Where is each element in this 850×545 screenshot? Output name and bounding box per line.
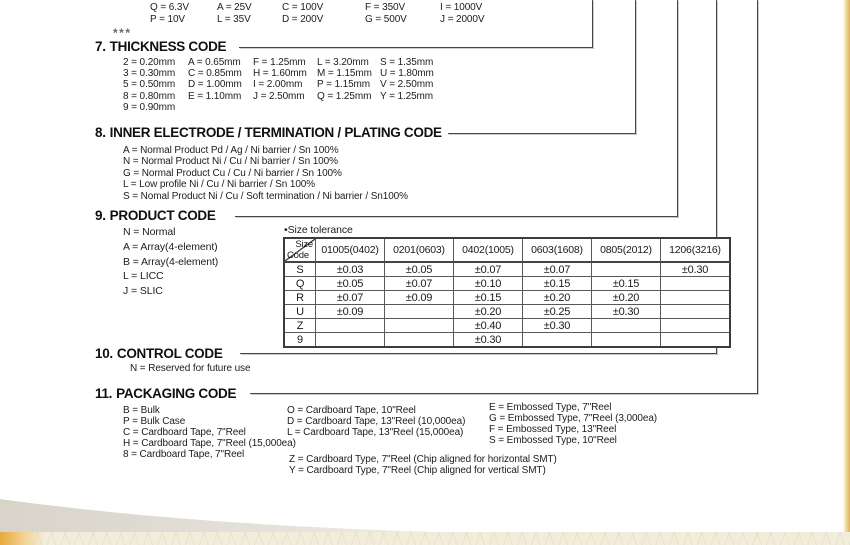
section9-number: 9.	[95, 208, 106, 223]
tolerance-value-cell: ±0.20	[454, 305, 523, 319]
section8-title: INNER ELECTRODE / TERMINATION / PLATING CODE	[109, 125, 442, 140]
section9-leader-line	[677, 0, 678, 217]
product-code-item: N = Normal	[123, 226, 176, 238]
product-code-item: B = Array(4-element)	[123, 255, 219, 268]
footer-swoosh-graphic	[0, 486, 440, 532]
grid-cell: J = 2000V	[440, 13, 485, 25]
grid-cell: F = 1.25mm	[253, 57, 306, 68]
voltage-code-grid	[150, 2, 484, 25]
grid-cell: P = 1.15mm	[317, 79, 371, 91]
grid-cell: 9 = 0.90mm	[123, 101, 176, 113]
footer-pattern-band	[0, 532, 850, 545]
section11-title: PACKAGING CODE	[116, 386, 237, 401]
tolerance-value-cell: ±0.15	[592, 277, 661, 291]
section9-heading	[95, 208, 216, 223]
grid-cell: H = 1.60mm	[253, 68, 307, 80]
grid-cell: A = 25V	[217, 2, 252, 13]
plating-code-item: G = Normal Product Cu / Cu / Ni barrier / Sn 100%	[123, 167, 342, 179]
section7-leader-line	[592, 0, 593, 48]
grid-cell: U = 1.80mm	[380, 68, 434, 80]
grid-row	[150, 2, 484, 14]
tolerance-value-cell	[385, 319, 454, 333]
tolerance-row	[284, 262, 730, 277]
tolerance-value-cell: ±0.09	[385, 291, 454, 305]
grid-cell: V = 2.50mm	[380, 79, 434, 91]
packaging-code-item: Z = Cardboard Type, 7"Reel (Chip aligned for horizontal SMT)	[289, 454, 557, 465]
tolerance-value-cell: ±0.20	[523, 291, 592, 305]
grid-row	[123, 91, 434, 102]
tolerance-value-cell: ±0.10	[454, 277, 523, 291]
tolerance-value-cell: ±0.05	[385, 262, 454, 277]
section8-number: 8.	[95, 125, 106, 140]
tolerance-value-cell: ±0.15	[454, 291, 523, 305]
packaging-code-item: B = Bulk	[123, 405, 160, 416]
grid-cell: G = 500V	[365, 13, 407, 25]
tolerance-value-cell	[592, 262, 661, 277]
packaging-col2-extra	[289, 454, 557, 476]
tolerance-value-cell: ±0.25	[523, 305, 592, 319]
tolerance-value-cell	[592, 319, 661, 333]
tolerance-value-cell	[592, 333, 661, 348]
packaging-code-item: O = Cardboard Tape, 10"Reel	[287, 405, 416, 416]
tolerance-value-cell: ±0.15	[523, 277, 592, 291]
tolerance-value-cell	[661, 333, 731, 348]
section7-number: 7.	[95, 39, 106, 54]
thickness-code-grid	[123, 57, 434, 113]
product-code-item: A = Array(4-element)	[123, 240, 218, 253]
tolerance-value-cell	[661, 291, 731, 305]
grid-cell: J = 2.50mm	[253, 90, 305, 102]
tolerance-value-cell: ±0.30	[592, 305, 661, 319]
section10-number: 10.	[95, 346, 113, 361]
grid-cell: A = 0.65mm	[188, 57, 241, 68]
size-tolerance-caption: •Size tolerance	[284, 224, 353, 236]
tolerance-value-cell	[661, 277, 731, 291]
control-code-list	[130, 363, 250, 374]
tolerance-value-cell: ±0.09	[316, 305, 385, 319]
grid-cell: E = 1.10mm	[188, 90, 242, 102]
size-column-header: 0603(1608)	[523, 238, 592, 262]
section8-heading	[95, 125, 442, 140]
section9-title: PRODUCT CODE	[109, 208, 216, 223]
section10-heading	[95, 346, 223, 361]
grid-cell: C = 0.85mm	[188, 68, 242, 80]
tolerance-value-cell: ±0.30	[454, 333, 523, 348]
tolerance-value-cell: ±0.07	[523, 262, 592, 277]
packaging-col2	[287, 405, 465, 438]
tolerance-value-cell: ±0.05	[316, 277, 385, 291]
grid-row	[123, 57, 434, 68]
page-edge-gold-strip	[843, 0, 850, 532]
grid-cell: C = 100V	[282, 2, 324, 13]
grid-cell: I = 2.00mm	[253, 79, 303, 91]
product-code-item: L = LICC	[123, 270, 164, 283]
packaging-code-item: E = Embossed Type, 7"Reel	[489, 402, 612, 413]
tolerance-value-cell: ±0.03	[316, 262, 385, 277]
grid-cell: L = 35V	[217, 13, 251, 25]
tolerance-code-cell: U	[284, 305, 316, 319]
packaging-code-item: L = Cardboard Tape, 13"Reel (15,000ea)	[287, 427, 464, 438]
tolerance-value-cell	[385, 333, 454, 348]
packaging-code-item: G = Embossed Type, 7"Reel (3,000ea)	[489, 413, 658, 424]
tolerance-value-cell	[523, 333, 592, 348]
grid-cell: M = 1.15mm	[317, 68, 372, 80]
grid-cell: Y = 1.25mm	[380, 90, 434, 102]
grid-row	[123, 79, 434, 90]
packaging-code-item: C = Cardboard Tape, 7"Reel	[123, 427, 246, 438]
grid-cell: D = 1.00mm	[188, 79, 242, 91]
tolerance-row	[284, 333, 730, 348]
tolerance-value-cell: ±0.20	[592, 291, 661, 305]
corner-size-label: Size	[295, 239, 313, 250]
footnote-stars: ***	[113, 26, 132, 40]
tolerance-value-cell: ±0.07	[316, 291, 385, 305]
control-code-item: N = Reserved for future use	[130, 363, 251, 374]
size-column-header: 0201(0603)	[385, 238, 454, 262]
tolerance-value-cell	[661, 319, 731, 333]
grid-cell: 3 = 0.30mm	[123, 68, 176, 80]
tolerance-value-cell: ±0.40	[454, 319, 523, 333]
grid-cell	[317, 102, 380, 113]
product-code-list	[123, 225, 218, 299]
grid-cell	[253, 102, 317, 113]
size-column-header: 1206(3216)	[661, 238, 731, 262]
grid-cell: L = 3.20mm	[317, 57, 369, 68]
grid-cell	[188, 102, 253, 113]
tolerance-value-cell: ±0.07	[385, 277, 454, 291]
size-column-header: 0805(2012)	[592, 238, 661, 262]
grid-cell: 2 = 0.20mm	[123, 57, 176, 68]
tolerance-value-cell	[316, 319, 385, 333]
section11-heading	[95, 386, 236, 401]
tolerance-code-cell: S	[284, 262, 316, 277]
section8-leader-line	[635, 0, 636, 134]
grid-cell: Q = 1.25mm	[317, 90, 372, 102]
grid-row	[123, 102, 434, 113]
tolerance-value-cell: ±0.07	[454, 262, 523, 277]
packaging-code-item: F = Embossed Type, 13"Reel	[489, 424, 617, 435]
tolerance-row	[284, 291, 730, 305]
product-code-item: J = SLIC	[123, 285, 163, 298]
tolerance-value-cell	[661, 305, 731, 319]
grid-cell: I = 1000V	[440, 2, 483, 13]
section9-rule	[235, 216, 678, 217]
size-code-corner-cell	[284, 238, 316, 262]
size-tolerance-table	[283, 237, 731, 348]
size-column-header: 0402(1005)	[454, 238, 523, 262]
section8-rule	[448, 133, 636, 134]
grid-row	[123, 68, 434, 79]
section7-title: THICKNESS CODE	[109, 39, 227, 54]
plating-code-item: A = Normal Product Pd / Ag / Ni barrier / Sn 100%	[123, 145, 339, 156]
section11-rule	[250, 393, 758, 394]
packaging-col3	[489, 402, 657, 446]
section11-number: 11.	[95, 386, 113, 401]
grid-cell: 8 = 0.80mm	[123, 90, 176, 102]
section11-leader-line	[757, 0, 758, 393]
grid-cell: S = 1.35mm	[380, 57, 434, 68]
tolerance-code-cell: 9	[284, 333, 316, 348]
grid-row	[150, 14, 484, 26]
tolerance-code-cell: R	[284, 291, 316, 305]
tolerance-row	[284, 319, 730, 333]
packaging-code-item: P = Bulk Case	[123, 416, 186, 427]
tolerance-code-cell: Q	[284, 277, 316, 291]
packaging-code-item: D = Cardboard Tape, 13"Reel (10,000ea)	[287, 416, 466, 427]
packaging-col1	[123, 405, 296, 460]
grid-cell: P = 10V	[150, 13, 185, 25]
footer-gold-accent	[0, 532, 44, 545]
tolerance-value-cell	[316, 333, 385, 348]
tolerance-row	[284, 305, 730, 319]
size-column-header: 01005(0402)	[316, 238, 385, 262]
tolerance-code-cell: Z	[284, 319, 316, 333]
grid-cell: 5 = 0.50mm	[123, 79, 176, 91]
packaging-code-item: Y = Cardboard Type, 7"Reel (Chip aligned for vertical SMT)	[289, 465, 546, 476]
tolerance-row	[284, 277, 730, 291]
grid-cell: D = 200V	[282, 13, 324, 25]
packaging-code-item: S = Embossed Type, 10"Reel	[489, 435, 617, 446]
tolerance-value-cell: ±0.30	[523, 319, 592, 333]
plating-code-item: S = Nomal Product Ni / Cu / Soft termination / Ni barrier / Sn100%	[123, 190, 408, 202]
table-header-row	[284, 238, 730, 262]
section7-rule	[239, 47, 593, 48]
grid-cell: F = 350V	[365, 2, 406, 13]
section10-rule	[240, 353, 717, 354]
section10-title: CONTROL CODE	[116, 346, 223, 361]
packaging-code-item: H = Cardboard Tape, 7"Reel (15,000ea)	[123, 438, 296, 449]
tolerance-value-cell: ±0.30	[661, 262, 731, 277]
plating-code-item: L = Low profile Ni / Cu / Ni barrier / Sn 100%	[123, 179, 316, 191]
section7-heading	[95, 39, 226, 54]
tolerance-value-cell	[385, 305, 454, 319]
plating-code-list	[123, 145, 408, 202]
grid-cell: Q = 6.3V	[150, 2, 189, 13]
packaging-code-item: 8 = Cardboard Tape, 7"Reel	[123, 449, 245, 460]
corner-code-label: Code	[287, 250, 309, 261]
plating-code-item: N = Normal Product Ni / Cu / Ni barrier / Sn 100%	[123, 156, 338, 168]
